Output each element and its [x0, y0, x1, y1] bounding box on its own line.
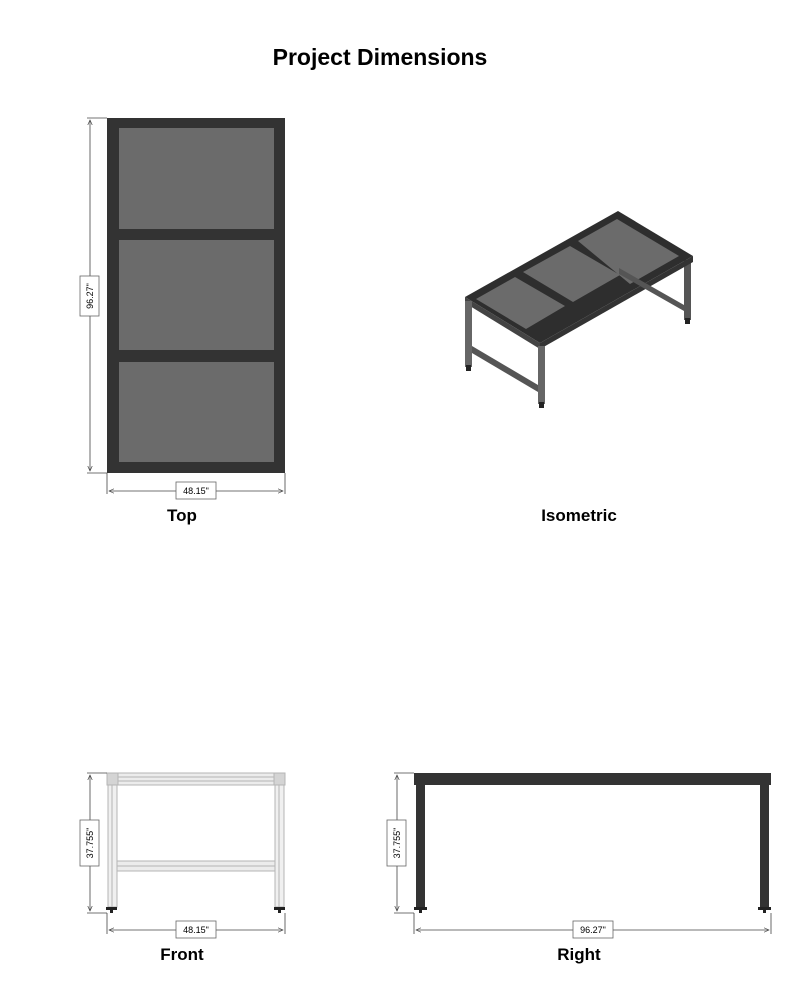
front-height-label: 37.755" [85, 827, 95, 859]
right-view-frame [414, 773, 771, 907]
front-width-dimension [107, 913, 285, 938]
right-width-label: 96.27" [580, 925, 606, 935]
top-view-frame [107, 118, 285, 473]
iso-front-stretcher [472, 346, 538, 392]
front-width-label: 48.15" [183, 925, 209, 935]
front-height-dimension [80, 773, 107, 913]
top-view-label: Top [167, 506, 197, 525]
iso-back-right-leg [684, 260, 691, 320]
right-view [387, 773, 771, 964]
iso-front-left-leg [465, 301, 472, 367]
right-view-label: Right [557, 945, 601, 964]
front-view-frame [107, 773, 285, 907]
top-width-dimension [107, 473, 285, 499]
page-title: Project Dimensions [272, 44, 488, 70]
top-width-label: 48.15" [183, 486, 209, 496]
right-height-label: 37.755" [392, 827, 402, 859]
right-width-dimension [414, 913, 771, 938]
front-view [80, 773, 285, 964]
top-height-label: 96.27" [85, 283, 95, 309]
isometric-view [465, 211, 693, 525]
iso-front-right-leg [538, 346, 545, 404]
front-view-label: Front [160, 945, 204, 964]
right-height-dimension [387, 773, 414, 913]
top-height-dimension [80, 118, 107, 473]
isometric-view-label: Isometric [541, 506, 617, 525]
top-view [80, 118, 285, 525]
